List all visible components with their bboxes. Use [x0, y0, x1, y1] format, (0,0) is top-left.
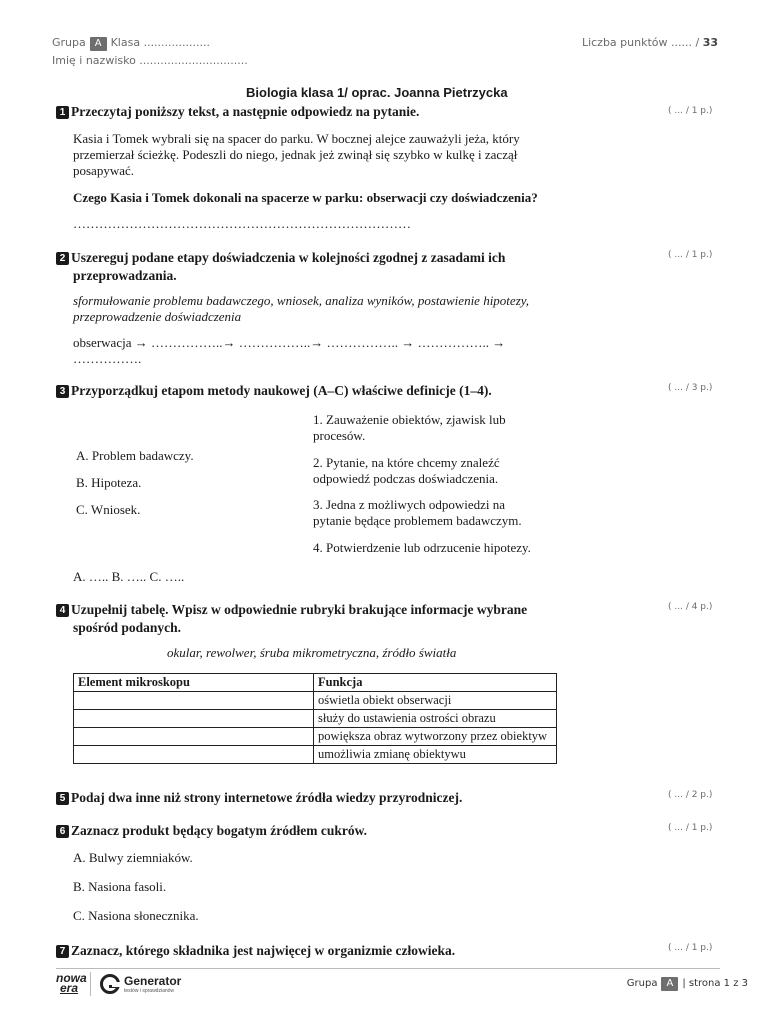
question-number: 6	[56, 825, 69, 838]
footer-logo-divider	[90, 972, 91, 996]
table-cell: oświetla obiekt obserwacji	[314, 692, 557, 710]
table-cell-input[interactable]	[74, 710, 314, 728]
page-title: Biologia klasa 1/ oprac. Joanna Pietrzycka	[246, 85, 508, 100]
question-number: 4	[56, 604, 69, 617]
table-header: Funkcja	[314, 674, 557, 692]
q7-points: ( ... / 1 p.)	[668, 943, 713, 953]
q3-stage-c: C. Wniosek.	[76, 502, 141, 517]
question-3: 3 Przyporządkuj etapom metody naukowej (A–C) właściwe definicje (1–4).	[56, 382, 492, 400]
class-label: Klasa ...................	[110, 36, 211, 49]
table-cell-input[interactable]	[74, 728, 314, 746]
page-number: | strona 1 z 3	[682, 978, 748, 989]
generator-g-icon	[100, 974, 120, 994]
q1-points: ( ... / 1 p.)	[668, 106, 713, 116]
table-cell-input[interactable]	[74, 692, 314, 710]
table-row	[74, 692, 557, 710]
question-1: 1 Przeczytaj poniższy tekst, a następnie odpowiedz na pytanie.	[56, 103, 419, 121]
generator-subtitle: testów i sprawdzianów	[124, 988, 175, 994]
q2-options: sformułowanie problemu badawczego, wniosek, analiza wyników, postawienie hipotezy, przeprowadzenie doświadczenia	[73, 293, 530, 324]
nowa-era-logo: nowa era	[56, 971, 87, 995]
table-row	[74, 728, 557, 746]
q1-question: Czego Kasia i Tomek dokonali na spacerze w parku: obserwacji czy doświadczenia?	[73, 190, 538, 205]
q3-definition-2: 2. Pytanie, na które chcemy znaleźć odpowiedź podczas doświadczenia.	[313, 455, 500, 486]
q2-points: ( ... / 1 p.)	[668, 250, 713, 260]
q6-points: ( ... / 1 p.)	[668, 823, 713, 833]
generator-logo	[100, 974, 120, 999]
table-row	[74, 710, 557, 728]
q1-answer-line[interactable]: ……………………………………………………………………	[73, 216, 411, 231]
q3-answer[interactable]: A. ….. B. ….. C. …..	[73, 569, 185, 584]
footer-divider	[56, 968, 720, 969]
table-header-row	[74, 674, 557, 692]
q3-stage-a: A. Problem badawczy.	[76, 448, 194, 463]
q6-option-b[interactable]: B. Nasiona fasoli.	[73, 879, 167, 894]
generator-title: Generator	[124, 974, 182, 988]
table-cell: służy do ustawienia ostrości obrazu	[314, 710, 557, 728]
q3-definition-1: 1. Zauważenie obiektów, zjawisk lub procesów.	[313, 412, 506, 443]
q5-points: ( ... / 2 p.)	[668, 790, 713, 800]
group-badge: A	[90, 37, 107, 51]
question-2: 2 Uszereguj podane etapy doświadczenia w kolejności zgodnej z zasadami ich przeprowadzania.	[56, 249, 505, 285]
question-number: 2	[56, 252, 69, 265]
q4-options: okular, rewolwer, śruba mikrometryczna, źródło światła	[167, 645, 457, 660]
q2-sequence[interactable]: obserwacja → ……………..→ ……………..→ …………….. → …………….. → …………….	[73, 335, 506, 366]
table-header: Element mikroskopu	[74, 674, 314, 692]
q3-definition-3: 3. Jedna z możliwych odpowiedzi na pytanie będące problemem badawczym.	[313, 497, 522, 528]
q1-passage: Kasia i Tomek wybrali się na spacer do parku. W bocznej alejce zauważyli jeża, który przemierzał ścieżkę. Podeszli do niego, jednak jeż zwinął się szybko w kulkę i zaczął posapywać.	[73, 131, 520, 178]
table-cell: powiększa obraz wytworzony przez obiektyw	[314, 728, 557, 746]
q3-definition-4: 4. Potwierdzenie lub odrzucenie hipotezy.	[313, 540, 531, 555]
table-cell-input[interactable]	[74, 746, 314, 764]
question-number: 3	[56, 385, 69, 398]
footer-group-badge: A	[661, 977, 678, 991]
table-cell: umożliwia zmianę obiektywu	[314, 746, 557, 764]
question-5: 5 Podaj dwa inne niż strony internetowe źródła wiedzy przyrodniczej.	[56, 789, 462, 807]
question-number: 7	[56, 945, 69, 958]
footer-page-info: Grupa A | strona 1 z 3	[626, 978, 748, 989]
q6-option-c[interactable]: C. Nasiona słonecznika.	[73, 908, 199, 923]
q6-option-a[interactable]: A. Bulwy ziemniaków.	[73, 850, 193, 865]
q3-points: ( ... / 3 p.)	[668, 383, 713, 393]
table-row	[74, 746, 557, 764]
question-number: 1	[56, 106, 69, 119]
question-4: 4 Uzupełnij tabelę. Wpisz w odpowiednie rubryki brakujące informacje wybrane spośród podanych.	[56, 601, 527, 637]
q4-points: ( ... / 4 p.)	[668, 602, 713, 612]
group-label: Grupa A Klasa ...................	[52, 36, 211, 49]
q3-stage-b: B. Hipoteza.	[76, 475, 142, 490]
points-total: Liczba punktów ...... / 33	[581, 36, 718, 49]
question-6: 6 Zaznacz produkt będący bogatym źródłem cukrów.	[56, 822, 367, 840]
microscope-table	[73, 673, 557, 764]
question-number: 5	[56, 792, 69, 805]
question-7: 7 Zaznacz, którego składnika jest najwięcej w organizmie człowieka.	[56, 942, 455, 960]
name-label: Imię i nazwisko ...............................	[52, 54, 248, 67]
